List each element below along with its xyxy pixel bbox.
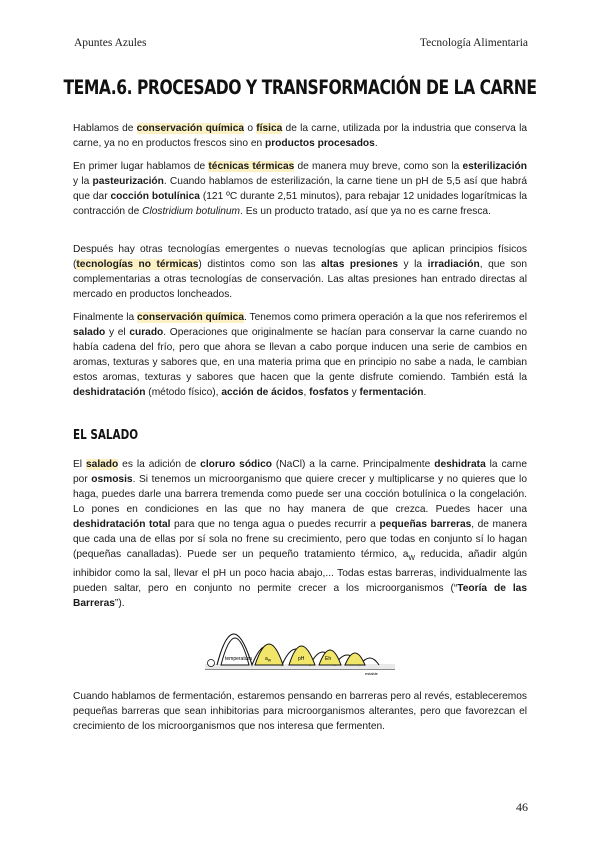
microorganism-icon	[208, 660, 215, 667]
label-eh: Eh	[325, 656, 332, 662]
header-right: Tecnología Alimentaria	[419, 37, 528, 49]
page-title: TEMA.6. PROCESADO Y TRANSFORMACIÓN DE LA CARNE	[63, 76, 537, 99]
paragraph-non-thermal: Después hay otras tecnologías emergentes o nuevas tecnologías que aplican principios físicos (tecnologías no térmicas) distintos como son las altas presiones y la irradiación, que son complementarias a otras tecnologías de conservación. Las altas presiones han entrado directas al mercado en productos loncheados.	[73, 244, 528, 300]
label-extra: estable	[365, 671, 378, 676]
paragraph-fermentation: Cuando hablamos de fermentación, estaremos pensando en barreras pero al revés, estableceremos pequeñas barreras que sean inhibitorias para microorganismos alterantes, pero que favorezcan el crecimiento de los microorganismos que nos interesa que fermenten.	[73, 691, 527, 732]
hurdle-theory-figure	[205, 605, 395, 677]
highlight: física	[256, 123, 283, 134]
label-ph: pH	[298, 656, 305, 662]
header-left: Apuntes Azules	[74, 37, 147, 49]
highlight: técnicas térmicas	[208, 161, 295, 172]
paragraph-intro: Hablamos de conservación química o física de la carne, utilizada por la industria que conserva la carne, ya no en productos frescos sino en productos procesados.	[73, 123, 528, 149]
paragraph-chemical: Finalmente la conservación química. Tenemos como primera operación a la que nos referiremos el salado y el curado. Operaciones que originalmente se hacían para conservar la carne cuando no había cadena del frío, pero que ahora se llevan a cabo porque inducen una serie de cambios en aromas, texturas y sabores que, en una materia prima que en principio no sabe a nada, le cambian estos aromas, texturas y sabores que hacen que la gente disfrute comiendo. También está la deshidratación (método físico), acción de ácidos, fosfatos y fermentación.	[73, 312, 527, 398]
highlight: tecnologías no térmicas	[76, 259, 199, 270]
highlight: conservación química	[136, 123, 245, 134]
label-aw: $a_W$	[265, 656, 272, 663]
section-heading-salado: EL SALADO	[73, 428, 139, 443]
highlight: salado	[85, 459, 119, 470]
paragraph-thermal: En primer lugar hablamos de técnicas térmicas de manera muy breve, como son la esterilización y la pasteurización. Cuando hablamos de esterilización, la carne tiene un pH de 5,5 así que habrá que dar cocción botulínica (121 ºC durante 2,51 minutos), para rebajar 12 unidades logarítmicas la contracción de Clostridium botulinum. Es un producto tratado, así que ya no es carne fresca.	[73, 161, 528, 217]
highlight: conservación química	[137, 312, 245, 323]
paragraph-salado: El salado es la adición de cloruro sódico (NaCl) a la carne. Principalmente deshidrata la carne por osmosis. Si tenemos un microorganismo que quiere crecer y multiplicarse y no quieres que lo haga, puedes darle una barrera tremenda como puede ser una cocción botulínica o la congelación. Lo pones en condiciones en las que no hay manera de que crezca. Puedes hacer una deshidratación total para que no tenga agua o puedes recurrir a pequeñas barreras, de manera que cada una de ellas por sí sola no frene su crecimiento, pero que todas en conjunto sí lo hagan (pequeñas canalladas). Puede ser un pequeño tratamiento térmico, $a_W$ reducida, añadir algún inhibidor como la sal, llevar el pH un poco hacia abajo,... Todas estas barreras, individualmente las pueden saltar, pero en conjunto no permite crecer a los microorganismos (“Teoría de las Barreras”).	[73, 459, 528, 610]
label-temperature: temperatura	[225, 656, 252, 662]
page-number: 46	[516, 800, 528, 814]
